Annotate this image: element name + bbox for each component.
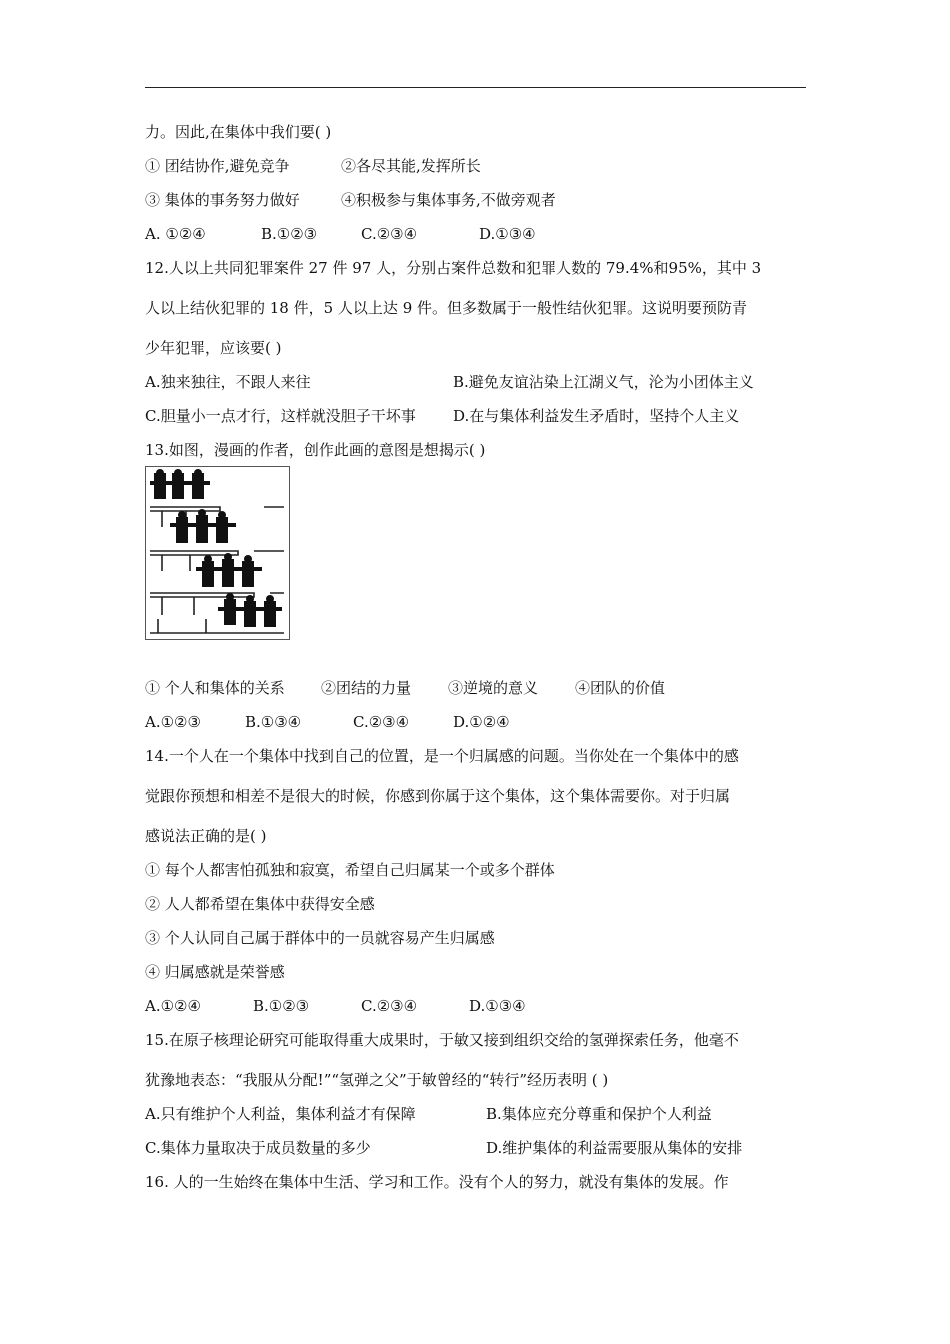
q14-stem-line2: 觉跟你预想和相差不是很大的时候，你感到你属于这个集体，这个集体需要你。对于归属: [145, 787, 731, 805]
q13-choice-d: D.①②④: [453, 713, 510, 731]
q13-choice-a: A.①②③: [145, 713, 201, 731]
q12-choice-d: D.在与集体利益发生矛盾时，坚持个人主义: [453, 407, 740, 425]
q15-choice-d: D.维护集体的利益需要服从集体的安排: [486, 1139, 743, 1157]
q14-stem-line3: 感说法正确的是( ): [145, 827, 267, 845]
q12-choice-a: A.独来独往，不跟人来往: [145, 373, 311, 391]
q13-choices: [145, 712, 810, 732]
q13-cartoon-image: [145, 466, 290, 640]
q13-choice-c: C.②③④: [353, 713, 410, 731]
q13-option-4: ④团队的价值: [575, 679, 666, 697]
q13-options: [145, 678, 810, 698]
q12-stem-line2: 人以上结伙犯罪的 18 件，5 人以上达 9 件。但多数属于一般性结伙犯罪。这说明要预防青: [145, 299, 748, 317]
q15-choices-row1: [145, 1104, 810, 1124]
q15-stem-line1: 15.在原子核理论研究可能取得重大成果时，于敏又接到组织交给的氢弹探索任务，他毫不: [145, 1031, 739, 1049]
q13-option-3: ③逆境的意义: [448, 679, 539, 697]
q15-stem-line2: 犹豫地表态：“我服从分配!”“氢弹之父”于敏曾经的“转行”经历表明 ( ): [145, 1071, 609, 1089]
q13-stem: 13.如图，漫画的作者，创作此画的意图是想揭示( ): [145, 441, 486, 459]
header-rule: [145, 87, 806, 88]
q11-option-3: ③ 集体的事务努力做好: [145, 191, 300, 209]
q15-choices-row2: [145, 1138, 810, 1158]
q14-choice-d: D.①③④: [469, 997, 526, 1015]
q14-stem-line1: 14.一个人在一个集体中找到自己的位置，是一个归属感的问题。当你处在一个集体中的感: [145, 747, 739, 765]
q15-choice-a: A.只有维护个人利益，集体利益才有保障: [145, 1105, 416, 1123]
q11-stem-end: 力。因此,在集体中我们要( ): [145, 123, 332, 141]
q14-option-1: ① 每个人都害怕孤独和寂寞，希望自己归属某一个或多个群体: [145, 861, 555, 879]
q12-stem-line1: 12.人以上共同犯罪案件 27 件 97 人，分别占案件总数和犯罪人数的 79.4%和95%，其中 3: [145, 259, 762, 277]
q11-choice-b: B.①②③: [261, 225, 318, 243]
q14-option-3: ③ 个人认同自己属于群体中的一员就容易产生归属感: [145, 929, 495, 947]
q14-choice-a: A.①②④: [145, 997, 201, 1015]
q12-choice-c: C.胆量小一点才行，这样就没胆子干坏事: [145, 407, 416, 425]
q13-option-1: ① 个人和集体的关系: [145, 679, 285, 697]
q12-choices-row2: [145, 406, 810, 426]
q11-option-2: ②各尽其能,发挥所长: [341, 157, 481, 175]
q14-option-2: ② 人人都希望在集体中获得安全感: [145, 895, 375, 913]
q12-stem-line3: 少年犯罪，应该要( ): [145, 339, 282, 357]
q11-choice-d: D.①③④: [479, 225, 536, 243]
q14-choices: [145, 996, 810, 1016]
exam-content: [145, 122, 810, 1192]
q16-stem-line1: 16. 人的一生始终在集体中生活、学习和工作。没有个人的努力，就没有集体的发展。作: [145, 1173, 729, 1191]
q11-choice-c: C.②③④: [361, 225, 418, 243]
q15-choice-c: C.集体力量取决于成员数量的多少: [145, 1139, 371, 1157]
q13-choice-b: B.①③④: [245, 713, 302, 731]
q11-choices: [145, 224, 810, 244]
q13-option-2: ②团结的力量: [321, 679, 412, 697]
q14-choice-b: B.①②③: [253, 997, 310, 1015]
q11-options-row1: [145, 156, 810, 176]
q15-choice-b: B.集体应充分尊重和保护个人利益: [486, 1105, 712, 1123]
q14-choice-c: C.②③④: [361, 997, 418, 1015]
q11-choice-a: A. ①②④: [145, 225, 206, 243]
q11-options-row2: [145, 190, 810, 210]
q12-choices-row1: [145, 372, 810, 392]
q12-choice-b: B.避免友谊沾染上江湖义气，沦为小团体主义: [453, 373, 754, 391]
q14-option-4: ④ 归属感就是荣誉感: [145, 963, 285, 981]
q11-option-4: ④积极参与集体事务,不做旁观者: [341, 191, 556, 209]
cartoon-staircase-figures: [146, 467, 289, 639]
q11-option-1: ① 团结协作,避免竞争: [145, 157, 290, 175]
